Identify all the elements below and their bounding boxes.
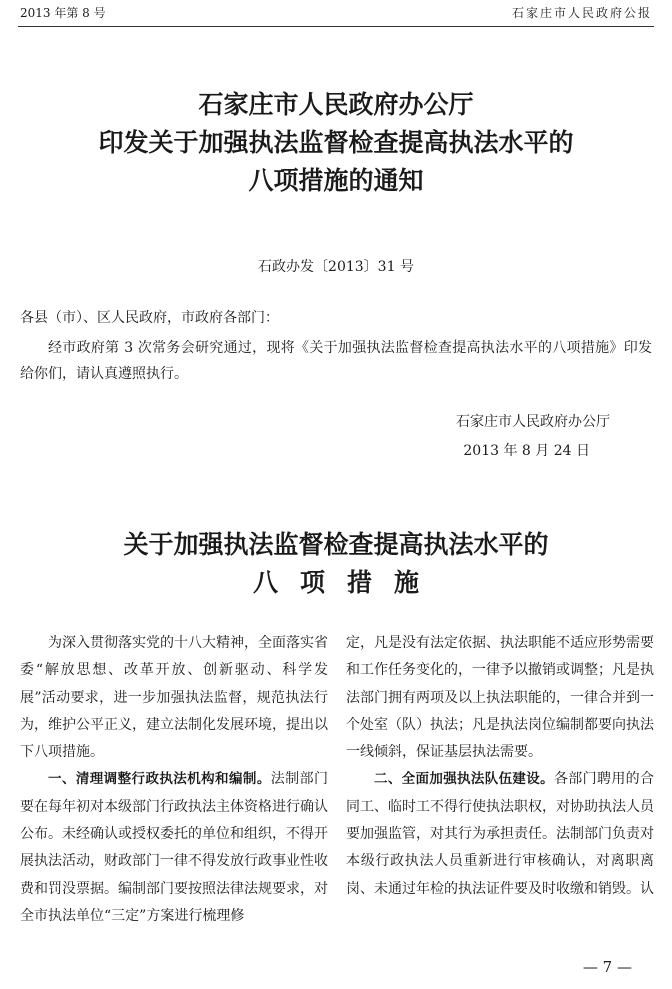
notice-title-line: 八项措施的通知 [248, 166, 424, 195]
document-number: 石政办发〔2013〕31 号 [258, 259, 414, 275]
issue-label: 2013 年第 8 号 [20, 6, 106, 20]
preamble-paragraph: 为深入贯彻落实党的十八大精神，全面落实省委“解放思想、改革开放、创新驱动、科学发展”活动要求，进一步加强执法监督，规范执法行为，维护公平正义，建立法制化发展环境，提出以下八项措施。 [20, 635, 328, 761]
notice-body: 经市政府第 3 次常务会研究通过，现将《关于加强执法监督检查提高执法水平的八项措施》印发给你们，请认真遵照执行。 [20, 340, 652, 382]
measures-title-line: 八项措施 [252, 568, 441, 597]
page-number: — 7 — [582, 958, 632, 976]
notice-title-line: 石家庄市人民政府办公厅 [198, 90, 474, 119]
continued-paragraph: 定，凡是没有法定依据、执法职能不适应形势需要和工作任务变化的，一律予以撤销或调整；凡是执法部门拥有两项及以上执法职能的，一律合并到一个处室（队）执法；凡是执法岗位编制都要向执法一线倾斜，保证基层执法需要。 [346, 635, 654, 761]
notice-title [0, 86, 672, 200]
right-column [346, 630, 654, 903]
section-text: 各部门聘用的合同工、临时工不得行使执法职权，对协助执法人员要加强监管，对其行为承担责任。法制部门负责对本级行政执法人员重新进行审核确认，对离职离岗、未通过年检的执法证件要及时收缴和销毁。认 [346, 771, 655, 897]
section-paragraph [346, 766, 654, 902]
measures-title [0, 526, 672, 602]
left-column [20, 630, 328, 930]
publication-name: 石家庄市人民政府公报 [511, 6, 652, 20]
section-heading: 二、全面加强执法队伍建设。 [374, 771, 554, 788]
section-text: 法制部门要在每年初对本级部门行政执法主体资格进行确认公布。未经确认或授权委托的单位和组织，不得开展执法活动，财政部门一律不得发放行政事业性收费和罚没票据。编制部门要按照法律法规要求，对全市执法单位“三定”方案进行梳理修 [20, 771, 329, 924]
notice-title-line: 印发关于加强执法监督检查提高执法水平的 [98, 128, 574, 157]
measures-title-line: 关于加强执法监督检查提高执法水平的 [123, 530, 549, 559]
addressee: 各县（市）、区人民政府，市政府各部门： [20, 310, 279, 326]
section-paragraph [20, 766, 328, 930]
signature-organization: 石家庄市人民政府办公厅 [456, 414, 610, 430]
page-header [18, 0, 654, 27]
section-heading: 一、清理调整行政执法机构和编制。 [48, 771, 271, 788]
signature-date: 2013 年 8 月 24 日 [463, 443, 590, 459]
